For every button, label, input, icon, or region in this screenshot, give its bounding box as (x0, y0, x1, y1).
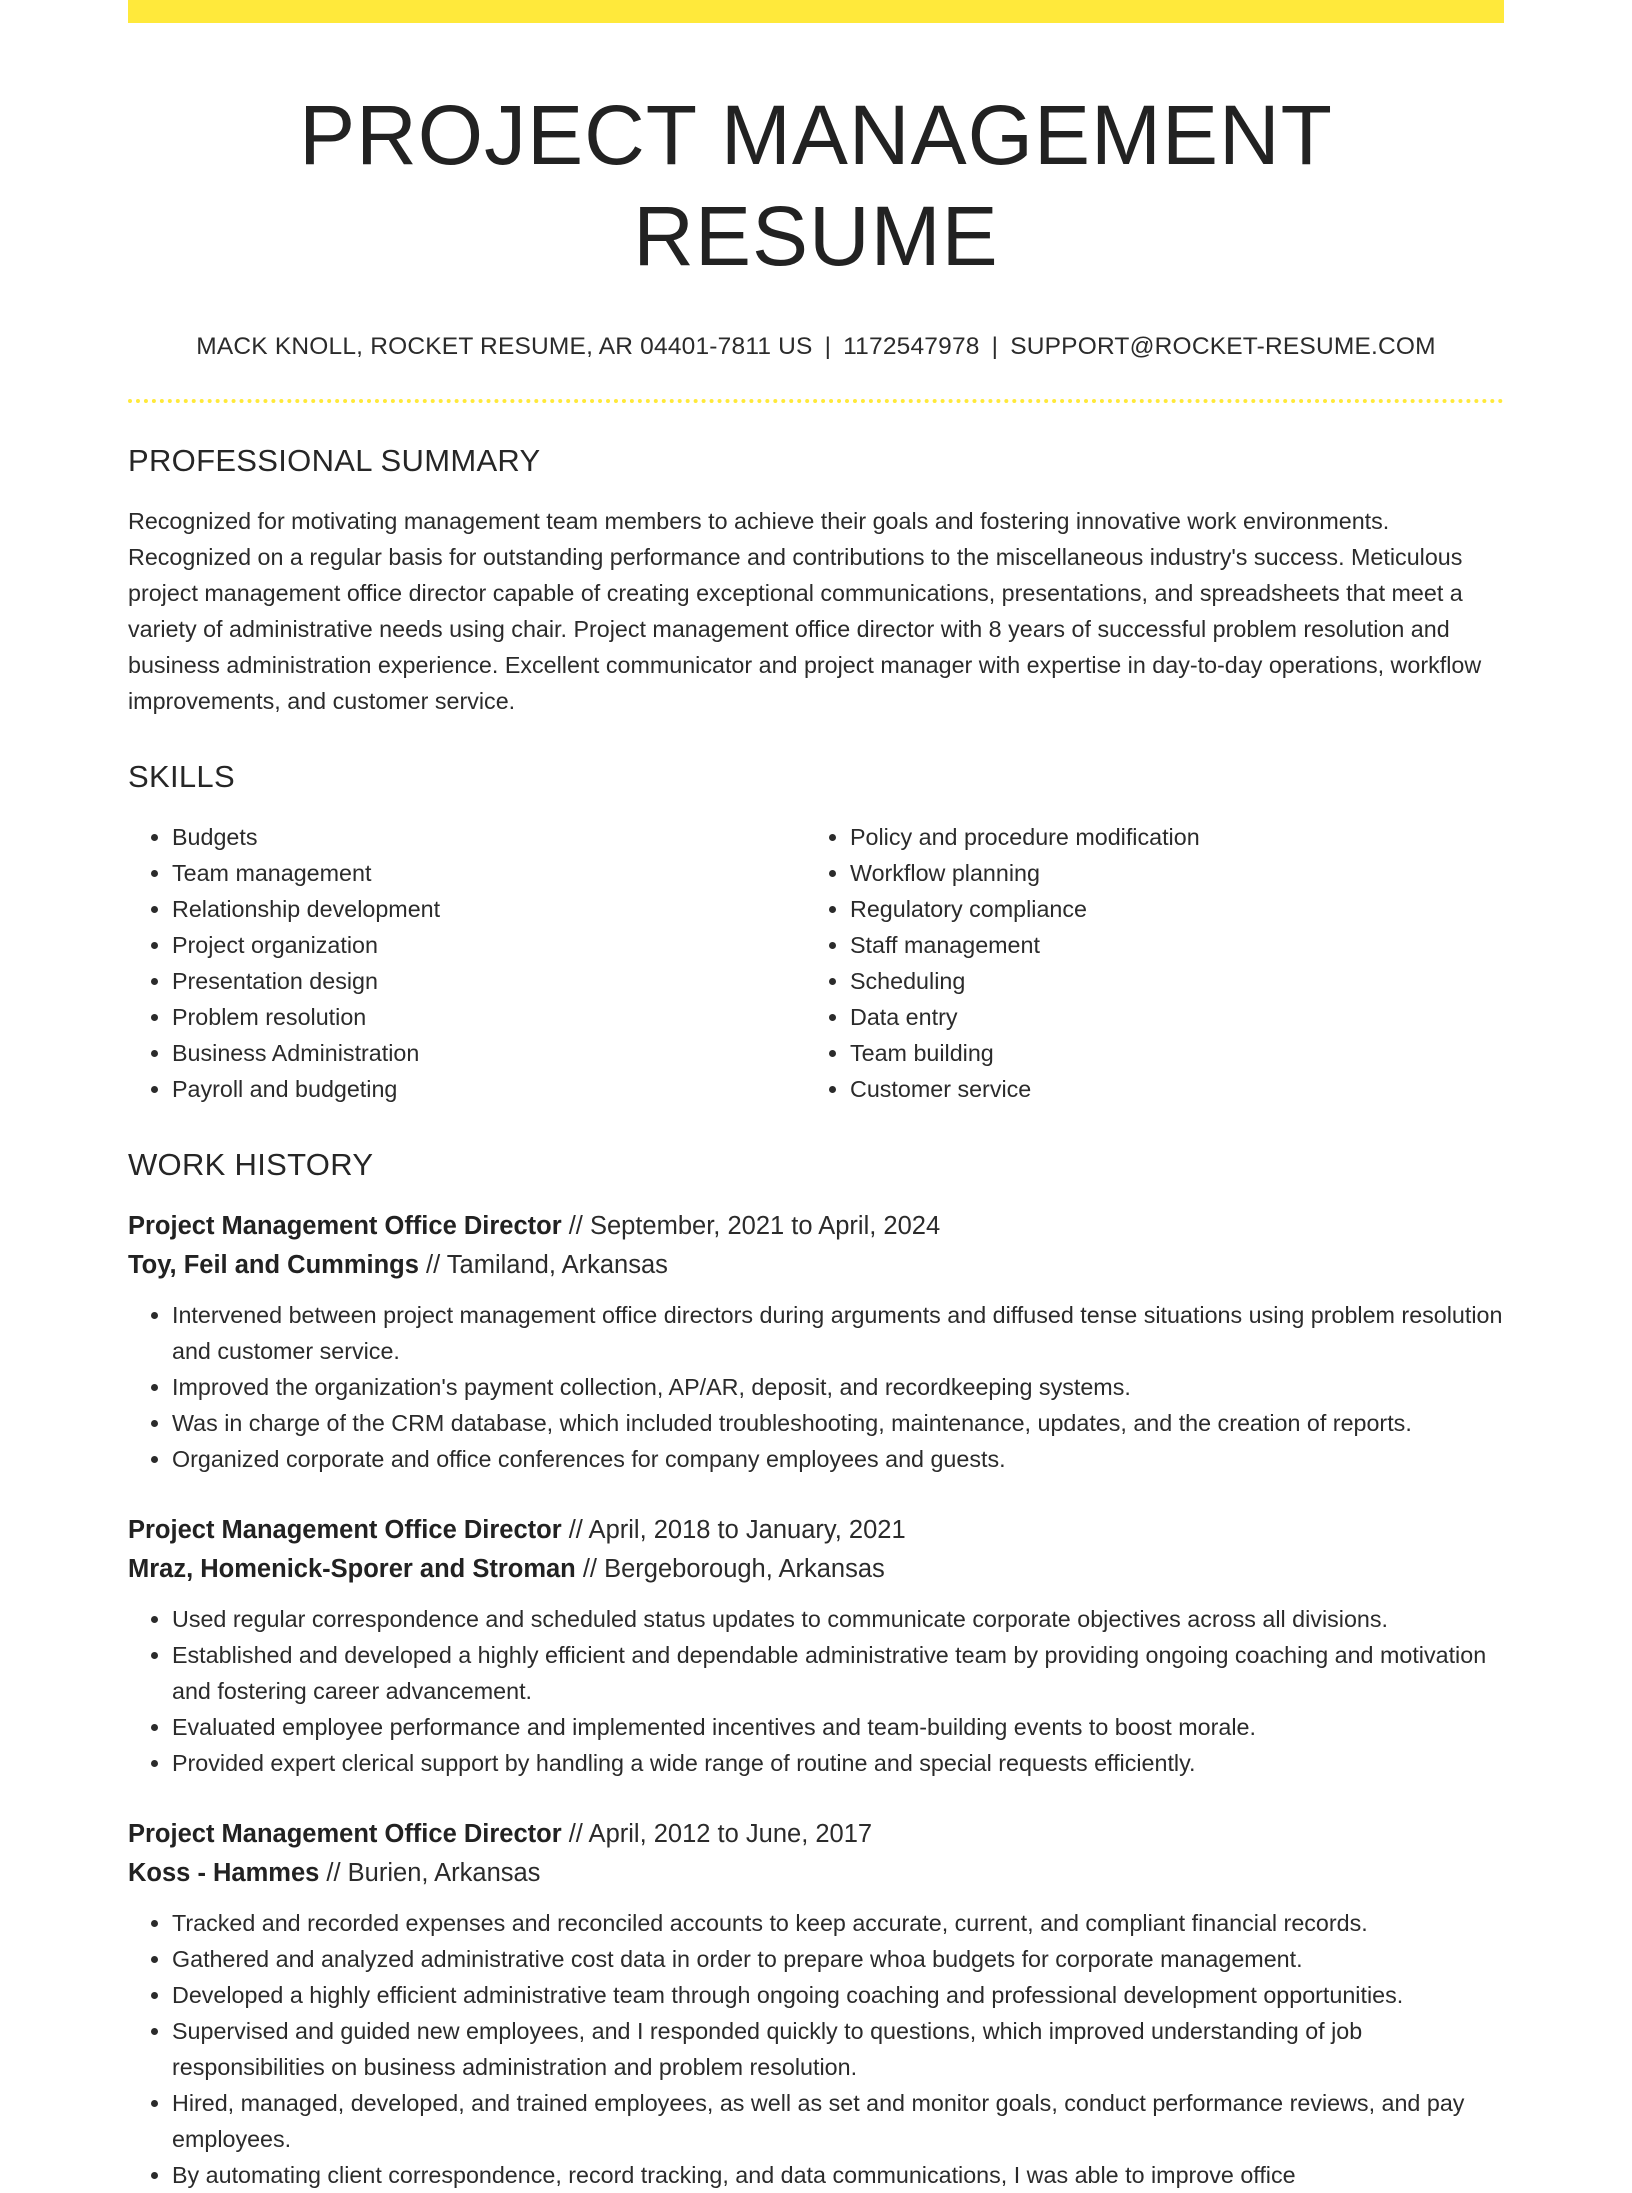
contact-separator: | (824, 332, 832, 360)
job-title: Project Management Office Director (128, 1819, 562, 1848)
accent-bar (128, 0, 1504, 23)
job-bullet: • Improved the organization's payment collection, AP/AR, deposit, and recordkeeping systems. (172, 1369, 1504, 1405)
skill-item: • Business Administration (172, 1035, 806, 1071)
skill-item: • Project organization (172, 927, 806, 963)
skill-item: • Policy and procedure modification (850, 819, 1504, 855)
skill-item: • Staff management (850, 927, 1504, 963)
job-company: Mraz, Homenick-Sporer and Stroman (128, 1554, 576, 1583)
job-title: Project Management Office Director (128, 1515, 562, 1544)
job-location: // Burien, Arkansas (319, 1858, 541, 1887)
job-entry (128, 1511, 1504, 1781)
job-company-line (128, 1550, 1504, 1589)
job-bullet: • Gathered and analyzed administrative cost data in order to prepare whoa budgets for corporate management. (172, 1941, 1504, 1977)
job-dates: // September, 2021 to April, 2024 (561, 1211, 941, 1240)
skill-item: • Team building (850, 1035, 1504, 1071)
job-company-line (128, 1854, 1504, 1893)
job-bullets (128, 1601, 1504, 1781)
skill-item: • Customer service (850, 1071, 1504, 1107)
skill-item: • Payroll and budgeting (172, 1071, 806, 1107)
job-bullets (128, 1297, 1504, 1477)
job-company: Koss - Hammes (128, 1858, 320, 1887)
resume-page (128, 0, 1504, 2193)
contact-separator: | (991, 332, 999, 360)
job-bullet: • Organized corporate and office conferences for company employees and guests. (172, 1441, 1504, 1477)
skill-item: • Relationship development (172, 891, 806, 927)
skill-item: • Workflow planning (850, 855, 1504, 891)
contact-phone: 1172547978 (843, 332, 980, 360)
job-bullet: • Used regular correspondence and scheduled status updates to communicate corporate objectives across all divisions. (172, 1601, 1504, 1637)
job-bullet: • Was in charge of the CRM database, which included troubleshooting, maintenance, updates, and the creation of reports. (172, 1405, 1504, 1441)
work-history-heading: WORK HISTORY (128, 1146, 374, 1182)
job-bullet: • Tracked and recorded expenses and reconciled accounts to keep accurate, current, and compliant financial records. (172, 1905, 1504, 1941)
job-company: Toy, Feil and Cummings (128, 1250, 419, 1279)
skill-item: • Data entry (850, 999, 1504, 1035)
job-bullet: • Supervised and guided new employees, and I responded quickly to questions, which improved understanding of job responsibilities on business administration and problem resolution. (172, 2013, 1504, 2085)
contact-address: MACK KNOLL, ROCKET RESUME, AR 04401-7811 US (196, 332, 813, 360)
skill-item: • Team management (172, 855, 806, 891)
summary-heading: PROFESSIONAL SUMMARY (128, 442, 541, 478)
job-bullets (128, 1905, 1504, 2193)
summary-text: Recognized for motivating management team members to achieve their goals and fostering innovative work environments. Recognized on a regular basis for outstanding performance and contributions to the miscellaneous industry's success. Meticulous project management office director capable of creating exceptional communications, presentations, and spreadsheets that meet a variety of administrative needs using chair. Project management office director with 8 years of successful problem resolution and business administration experience. Excellent communicator and project manager with expertise in day-to-day operations, workflow improvements, and customer service. (128, 507, 1482, 714)
skills-grid (128, 819, 1504, 1107)
skill-item: • Presentation design (172, 963, 806, 999)
job-bullet: • Established and developed a highly efficient and dependable administrative team by providing ongoing coaching and motivation and fostering career advancement. (172, 1637, 1504, 1709)
job-title-line (128, 1815, 1504, 1854)
job-dates: // April, 2018 to January, 2021 (561, 1515, 906, 1544)
job-title: Project Management Office Director (128, 1211, 562, 1240)
job-location: // Bergeborough, Arkansas (575, 1554, 885, 1583)
job-location: // Tamiland, Arkansas (418, 1250, 668, 1279)
job-title-line (128, 1511, 1504, 1550)
job-bullet: • Provided expert clerical support by handling a wide range of routine and special requests efficiently. (172, 1745, 1504, 1781)
skill-item: • Problem resolution (172, 999, 806, 1035)
contact-line (128, 333, 1504, 361)
skill-item: • Budgets (172, 819, 806, 855)
skills-right-list (806, 819, 1504, 1107)
job-dates: // April, 2012 to June, 2017 (561, 1819, 873, 1848)
resume-title: PROJECT MANAGEMENT RESUME (299, 88, 1333, 283)
job-bullet: • Intervened between project management office directors during arguments and diffused tense situations using problem resolution and customer service. (172, 1297, 1504, 1369)
job-title-line (128, 1207, 1504, 1246)
job-bullet: • By automating client correspondence, record tracking, and data communications, I was able to improve office (172, 2157, 1504, 2193)
header-divider (128, 399, 1504, 403)
skills-heading: SKILLS (128, 758, 235, 794)
job-entry (128, 1207, 1504, 1477)
job-entry (128, 1815, 1504, 2193)
contact-email: SUPPORT@ROCKET-RESUME.COM (1010, 332, 1436, 360)
skill-item: • Regulatory compliance (850, 891, 1504, 927)
job-bullet: • Developed a highly efficient administrative team through ongoing coaching and professional development opportunities. (172, 1977, 1504, 2013)
job-bullet: • Evaluated employee performance and implemented incentives and team-building events to boost morale. (172, 1709, 1504, 1745)
skills-left-list (128, 819, 806, 1107)
skill-item: • Scheduling (850, 963, 1504, 999)
job-bullet: • Hired, managed, developed, and trained employees, as well as set and monitor goals, conduct performance reviews, and pay employees. (172, 2085, 1504, 2157)
job-company-line (128, 1246, 1504, 1285)
